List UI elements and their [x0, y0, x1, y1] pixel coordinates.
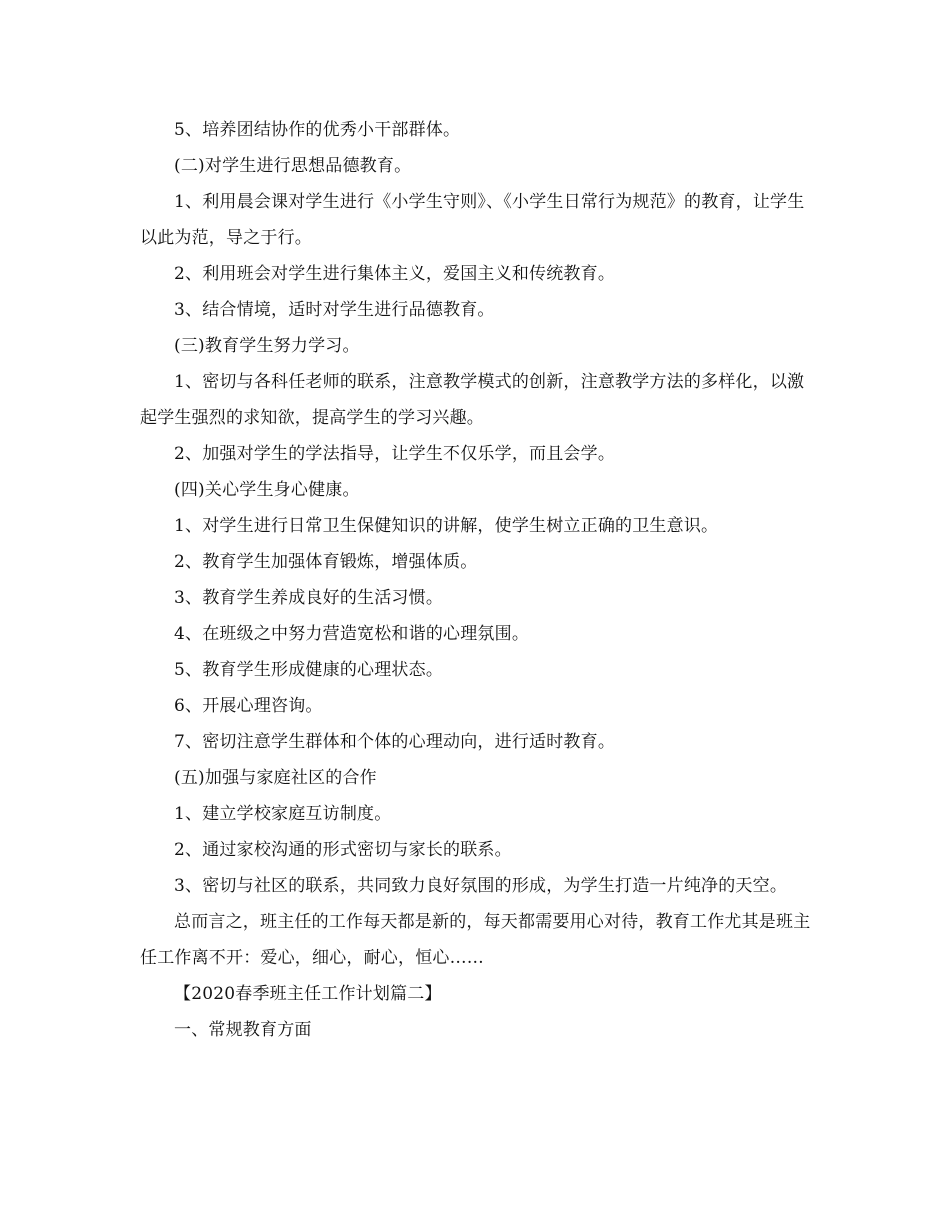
paragraph: 2、利用班会对学生进行集体主义，爱国主义和传统教育。 [174, 264, 616, 284]
section-heading: (三)教育学生努力学习。 [174, 336, 360, 356]
paragraph: 7、密切注意学生群体和个体的心理动向，进行适时教育。 [174, 732, 616, 752]
section-heading: (二)对学生进行思想品德教育。 [174, 156, 412, 176]
paragraph: 3、密切与社区的联系，共同致力良好氛围的形成，为学生打造一片纯净的天空。 [174, 876, 788, 896]
paragraph: 1、对学生进行日常卫生保健知识的讲解，使学生树立正确的卫生意识。 [174, 516, 719, 536]
paragraph: 2、加强对学生的学法指导，让学生不仅乐学，而且会学。 [174, 444, 616, 464]
paragraph: 总而言之，班主任的工作每天都是新的，每天都需要用心对待，教育工作尤其是班主任工作离不开：爱心，细心，耐心，恒心…… [140, 912, 811, 968]
paragraph: 5、培养团结协作的优秀小干部群体。 [174, 120, 461, 140]
paragraph: 3、教育学生养成良好的生活习惯。 [174, 588, 444, 608]
paragraph: 3、结合情境，适时对学生进行品德教育。 [174, 300, 495, 320]
article-title: 【2020春季班主任工作计划篇二】 [174, 984, 442, 1004]
paragraph: 2、教育学生加强体育锻炼，增强体质。 [174, 552, 478, 572]
paragraph: 1、建立学校家庭互访制度。 [174, 804, 392, 824]
section-heading: (四)关心学生身心健康。 [174, 480, 360, 500]
section-heading: (五)加强与家庭社区的合作 [174, 768, 377, 788]
paragraph: 2、通过家校沟通的形式密切与家长的联系。 [174, 840, 512, 860]
paragraph: 4、在班级之中努力营造宽松和谐的心理氛围。 [174, 624, 530, 644]
paragraph: 1、利用晨会课对学生进行《小学生守则》、《小学生日常行为规范》的教育，让学生以此为范，导之于行。 [140, 192, 805, 248]
paragraph: 6、开展心理咨询。 [174, 696, 323, 716]
section-heading: 一、常规教育方面 [174, 1020, 312, 1040]
paragraph: 1、密切与各科任老师的联系，注意教学模式的创新，注意教学方法的多样化，以激起学生强烈的求知欲，提高学生的学习兴趣。 [140, 372, 805, 428]
document-body [140, 112, 812, 1048]
paragraph: 5、教育学生形成健康的心理状态。 [174, 660, 444, 680]
